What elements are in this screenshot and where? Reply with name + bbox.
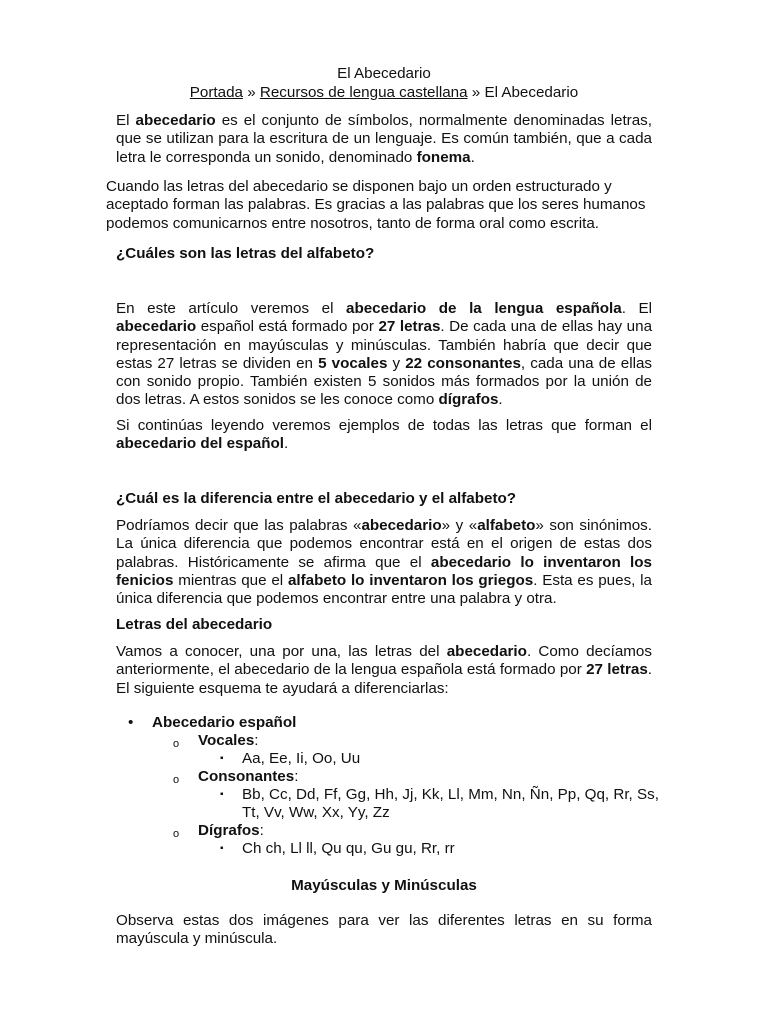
bold-text: 27 letras	[378, 318, 441, 336]
breadcrumb-separator: »	[467, 84, 485, 101]
list-item-digrafos-letras: Ch ch, Ll ll, Qu qu, Gu gu, Rr, rr	[242, 840, 455, 857]
list-sub-bullet: o	[173, 828, 180, 840]
bold-text: abecedario	[446, 643, 527, 660]
text: . Esta es pues, la única diferencia que podemos encontrar entre una palabra y otra.	[116, 571, 652, 608]
bold-text: abecedario lo inventaron los fenicios	[116, 553, 652, 589]
heading-text: Mayúsculas y Minúsculas	[291, 877, 477, 894]
text: Podríamos decir que las palabras «	[116, 517, 362, 534]
paragraph-diferencia	[116, 517, 652, 608]
list-item-consonantes-letras: Bb, Cc, Dd, Ff, Gg, Hh, Jj, Kk, Ll, Mm, Nn, Ñn, Pp, Qq, Rr, Ss,	[242, 786, 659, 803]
bold-text: abecedario	[135, 112, 216, 129]
list-bullet: •	[128, 714, 134, 731]
text: .	[498, 391, 503, 409]
breadcrumb-separator: »	[242, 84, 260, 101]
text: y	[387, 354, 406, 372]
heading-text: Letras del abecedario	[116, 616, 273, 633]
text: En este artículo veremos el	[116, 300, 347, 317]
bold-text: 5 vocales	[318, 354, 388, 372]
heading-letras-alfabeto	[116, 245, 652, 263]
text: » son sinónimos. La única diferencia que podemos encontrar está en el origen de estas dos palabras. Históricamente se afirma que el	[116, 517, 652, 571]
breadcrumb-link-recursos[interactable]: Recursos de lengua castellana	[259, 84, 468, 101]
text: . De cada una de ellas hay una representación en mayúsculas y minúsculas. También habría que decir que estas 27 letras se dividen en	[116, 318, 653, 372]
list-item-abecedario-espanol	[152, 714, 296, 732]
heading-diferencia	[116, 490, 652, 508]
list-item-consonantes-letras-cont: Tt, Vv, Ww, Xx, Yy, Zz	[242, 804, 390, 821]
paragraph-abecedario-espanol	[116, 300, 652, 410]
text: mientras que el	[173, 571, 288, 589]
list-subsub-bullet: ▪	[220, 753, 224, 764]
text: :	[259, 822, 264, 839]
list-subsub-bullet: ▪	[220, 843, 224, 854]
text: .	[283, 435, 289, 453]
intro-paragraph	[116, 112, 652, 167]
heading-text: ¿Cuáles son las letras del alfabeto?	[116, 245, 375, 262]
bold-text: Abecedario español	[152, 714, 297, 731]
text: . El siguiente esquema te ayudará a diferenciarlas:	[116, 661, 652, 697]
paragraph-si-continuas	[116, 417, 652, 454]
text: » y «	[441, 517, 478, 534]
bold-text: abecedario	[361, 517, 442, 534]
bold-text: dígrafos	[438, 391, 499, 409]
bold-text: Dígrafos	[198, 822, 260, 839]
bold-text: abecedario de la lengua española	[346, 300, 622, 317]
bold-text: 27 letras	[586, 661, 648, 679]
heading-mayusculas-minusculas	[116, 877, 652, 895]
bold-text: fonema	[416, 148, 471, 166]
list-item-vocales	[198, 732, 259, 750]
bold-text: 22 consonantes	[405, 354, 521, 372]
text: .	[470, 148, 475, 166]
bold-text: abecedario	[116, 318, 197, 336]
heading-letras-abecedario	[116, 616, 652, 634]
list-subsub-bullet: ▪	[220, 789, 224, 800]
list-sub-bullet: o	[173, 774, 180, 786]
breadcrumb-link-portada[interactable]: Portada	[189, 84, 243, 101]
page-title: El Abecedario	[337, 65, 431, 82]
text: :	[254, 732, 259, 749]
list-item-consonantes	[198, 768, 298, 786]
paragraph-palabras: Cuando las letras del abecedario se disponen bajo un orden estructurado y aceptado forman las palabras. Es gracias a las palabras que los seres humanos podemos comunicarnos entre nosotros, tanto de forma oral como escrita.	[106, 178, 646, 232]
bold-text: Vocales	[198, 732, 255, 749]
text: Vamos a conocer, una por una, las letras del	[116, 643, 447, 660]
list-item-vocales-letras: Aa, Ee, Ii, Oo, Uu	[242, 750, 361, 767]
bold-text: abecedario del español	[116, 435, 284, 453]
paragraph-vamos-a-conocer	[116, 643, 652, 698]
list-item-digrafos	[198, 822, 264, 840]
heading-text: ¿Cuál es la diferencia entre el abecedario y el alfabeto?	[116, 490, 517, 507]
text: español está formado por	[196, 318, 379, 336]
text: es el conjunto de símbolos, normalmente denominadas letras, que se utilizan para la escritura de un lenguaje. Es común también, que a cada letra le corresponda un sonido, denominado	[116, 112, 652, 166]
paragraph-observa: Observa estas dos imágenes para ver las diferentes letras en su forma mayúscula y minúscula.	[116, 912, 652, 948]
bold-text: alfabeto	[477, 517, 536, 534]
breadcrumb	[0, 84, 768, 102]
list-sub-bullet: o	[173, 738, 180, 750]
text: El	[116, 112, 136, 129]
bold-text: Consonantes	[198, 768, 295, 785]
text: :	[294, 768, 299, 785]
text: , cada una de ellas con sonido propio. También existen 5 sonidos más formados por la unión de dos letras. A estos sonidos se les conoce como	[116, 354, 652, 409]
text: . El	[621, 300, 652, 317]
bold-text: alfabeto lo inventaron los griegos	[287, 571, 534, 589]
text: . Como decíamos anteriormente, el abecedario de la lengua española está formado por	[116, 643, 652, 679]
breadcrumb-current: El Abecedario	[484, 84, 579, 101]
text: Si continúas leyendo veremos ejemplos de todas las letras que forman el	[116, 417, 652, 434]
